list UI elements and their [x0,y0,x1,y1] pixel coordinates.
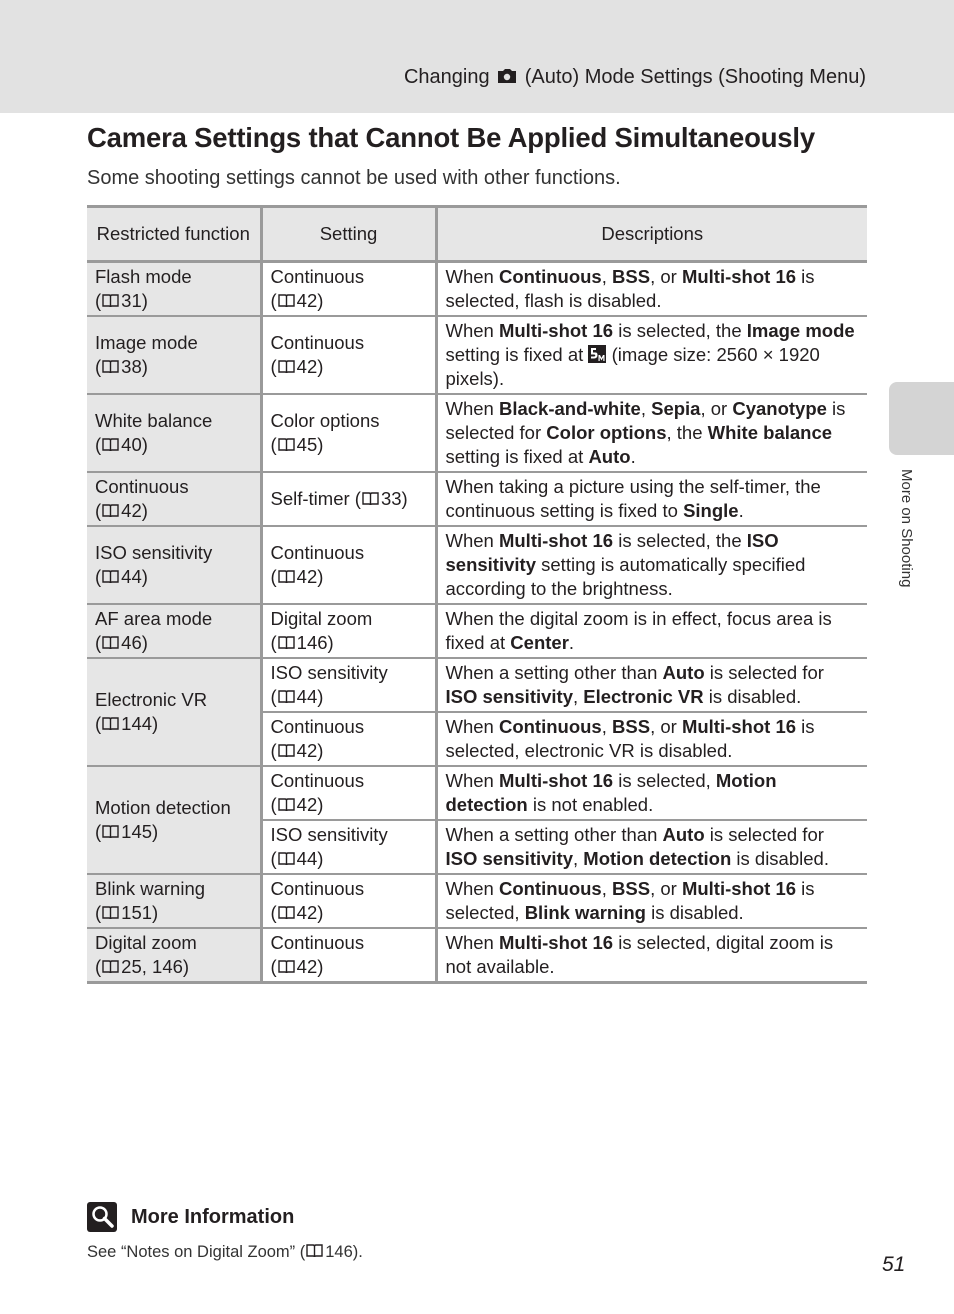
restricted-function-name: Electronic VR [95,689,208,710]
book-reference-icon [278,798,295,812]
book-reference-icon [102,636,119,650]
description-term: Auto [662,662,705,683]
book-reference-icon [102,906,119,920]
header-band [0,0,954,113]
description-cell [436,712,867,766]
setting-cell [261,928,436,983]
description-cell [436,262,867,317]
restricted-function-name: Motion detection [95,797,231,818]
setting-ref: ( 44) [270,686,324,707]
restricted-function-name: AF area mode [95,608,213,629]
description-term: Multi-shot 16 [498,932,614,953]
table-row [87,766,867,820]
description-text: is selected, digital zoom is not available. [445,932,834,977]
table-row [87,928,867,983]
description-term: Blink warning [524,902,646,923]
table-row [87,874,867,928]
setting-cell [261,874,436,928]
restricted-function-cell [87,766,261,874]
description-text: When [445,530,499,551]
setting-cell [261,766,436,820]
restricted-function-ref: ( 31) [95,290,148,311]
restricted-function-name: Blink warning [95,878,206,899]
description-text: When [445,878,499,899]
description-text: , the [666,422,708,443]
description-text: When [445,266,499,287]
setting-name: Color options [270,410,380,431]
setting-name: ISO sensitivity [270,824,388,845]
book-reference-icon [278,438,295,452]
restricted-function-cell [87,874,261,928]
setting-cell [261,604,436,658]
setting-ref: ( 45) [270,434,324,455]
description-text: . [738,500,744,521]
description-term: BSS [612,716,651,737]
description-text: is selected, the [613,530,747,551]
restricted-function-cell [87,316,261,394]
book-reference-icon [306,1244,323,1258]
restricted-function-name: ISO sensitivity [95,542,213,563]
page-subtitle: Some shooting settings cannot be used with other functions. [87,167,621,189]
restricted-function-name: Flash mode [95,266,192,287]
description-term: ISO sensitivity [445,530,779,575]
description-text: is selected, electronic VR is disabled. [445,716,815,761]
book-reference-icon [102,360,119,374]
restricted-function-ref: ( 38) [95,356,148,377]
description-text: is selected, flash is disabled. [445,266,815,311]
description-text: , [601,878,613,899]
description-term: ISO sensitivity [445,848,573,869]
more-info-heading: More Information [131,1205,295,1228]
book-reference-icon [278,360,295,374]
restricted-function-ref: ( 40) [95,434,148,455]
description-term: Motion detection [583,848,732,869]
description-term: Multi-shot 16 [681,266,797,287]
restricted-function-ref: ( 25, 146) [95,956,190,977]
description-term: Continuous [498,716,602,737]
book-reference-icon [102,570,119,584]
page-ref: 42) [121,500,148,521]
column-header-descriptions: Descriptions [436,207,867,262]
description-text: is not enabled. [527,794,654,815]
page-ref: 145) [121,821,159,842]
setting-name: Digital zoom [270,608,373,629]
table-row [87,658,867,712]
description-term: Multi-shot 16 [498,770,614,791]
description-text: . [568,632,575,653]
description-term: Multi-shot 16 [681,878,797,899]
description-term: Multi-shot 16 [681,716,797,737]
description-text: . [630,446,636,467]
description-text: setting is fixed at [445,344,589,365]
description-text: setting is automatically specified according to the brightness. [445,554,806,599]
setting-name: Continuous [270,542,365,563]
page-ref: 151) [121,902,159,923]
setting-cell [261,526,436,604]
page-ref: 40) [121,434,148,455]
description-cell [436,526,867,604]
setting-name: Continuous [270,770,365,791]
description-term: Single [683,500,739,521]
restricted-function-cell [87,394,261,472]
running-header [404,66,866,89]
page-ref: 33) [380,488,408,509]
description-term: Sepia [651,398,701,419]
restricted-function-cell [87,658,261,766]
description-text: When a setting other than [445,662,663,683]
description-term: Color options [546,422,667,443]
description-term: Image mode [746,320,855,341]
setting-cell [261,712,436,766]
description-text: , or [650,266,682,287]
description-text: When [445,716,499,737]
restricted-function-cell [87,604,261,658]
setting-name: Continuous [270,716,365,737]
description-text: When the digital zoom is in effect, focus area is fixed at [445,608,832,653]
page-ref: 42) [296,290,324,311]
column-header-setting: Setting [261,207,436,262]
table-row [87,394,867,472]
more-info-text-ref: 146). [325,1243,363,1261]
description-text: , [601,716,613,737]
description-text: , [601,266,613,287]
setting-ref: ( 42) [270,740,324,761]
description-text: is disabled. [645,902,744,923]
side-tab [889,382,954,455]
side-tab-label: More on Shooting [898,469,915,588]
description-text: When taking a picture using the self-timer, the continuous setting is fixed to [445,476,821,521]
description-cell [436,766,867,820]
setting-ref: ( 42) [270,356,324,377]
description-text: is selected, [613,770,716,791]
setting-name: Self-timer ( [270,488,361,509]
restricted-function-name: White balance [95,410,213,431]
book-reference-icon [362,492,379,506]
setting-ref: ( 42) [270,902,324,923]
page-ref: 146) [296,632,334,653]
more-info-heading-row [87,1202,294,1232]
book-reference-icon [278,690,295,704]
book-reference-icon [278,960,295,974]
restricted-function-cell [87,526,261,604]
book-reference-icon [278,570,295,584]
description-term: Continuous [498,266,602,287]
description-text: is selected for [445,398,846,443]
description-cell [436,472,867,526]
table-row [87,526,867,604]
description-text: When [445,398,499,419]
restricted-function-ref: ( 145) [95,821,159,842]
table-row [87,262,867,317]
restricted-function-cell [87,928,261,983]
setting-ref: ( 42) [270,290,324,311]
description-cell [436,604,867,658]
description-term: Cyanotype [732,398,827,419]
auto-mode-camera-icon [497,68,517,84]
restricted-function-cell [87,472,261,526]
description-term: White balance [707,422,833,443]
book-reference-icon [278,852,295,866]
table-row [87,604,867,658]
description-text: When [445,770,499,791]
setting-ref: ( 146) [270,632,334,653]
description-term: BSS [612,878,651,899]
description-cell [436,874,867,928]
description-text: is disabled. [703,686,802,707]
description-text: is selected for [704,662,824,683]
setting-name: Continuous [270,932,365,953]
description-text: (image size: 2560 × 1920 pixels). [445,344,820,389]
setting-ref: ( 42) [270,566,324,587]
page-ref: 38) [121,356,148,377]
description-term: Multi-shot 16 [498,530,614,551]
description-term: Continuous [498,878,602,899]
page-number: 51 [882,1253,906,1276]
setting-cell [261,316,436,394]
page-ref: 45) [296,434,324,455]
page-ref: 44) [121,566,148,587]
setting-name: Continuous [270,878,365,899]
page-ref: 46) [121,632,148,653]
restricted-function-ref: ( 42) [95,500,148,521]
restricted-function-name: Digital zoom [95,932,197,953]
description-term: Auto [662,824,705,845]
description-term: BSS [612,266,651,287]
restricted-function-name: Image mode [95,332,198,353]
description-text: When [445,320,499,341]
description-term: Motion detection [445,770,777,815]
page-ref: 42) [296,794,324,815]
description-text: setting is fixed at [445,446,589,467]
book-reference-icon [102,504,119,518]
description-term: Auto [588,446,631,467]
description-term: Center [510,632,569,653]
description-text: , [573,686,584,707]
restrictions-table [87,205,867,984]
page-ref: 42) [296,356,324,377]
description-term: Multi-shot 16 [498,320,614,341]
page-ref: 42) [296,566,324,587]
description-cell [436,928,867,983]
book-reference-icon [278,294,295,308]
more-info-text-prefix: See “Notes on Digital Zoom” ( [87,1243,306,1261]
restricted-function-name: Continuous [95,476,189,497]
description-text: , [573,848,584,869]
description-term: Black-and-white [498,398,641,419]
description-text: When [445,932,499,953]
description-text: is selected for [704,824,824,845]
page-title: Camera Settings that Cannot Be Applied Simultaneously [87,122,815,153]
book-reference-icon [278,906,295,920]
book-reference-icon [102,717,119,731]
setting-ref: ( 42) [270,956,324,977]
description-cell [436,658,867,712]
description-cell [436,820,867,874]
table-header-row [87,207,867,262]
page-ref: 44) [296,686,324,707]
setting-ref: ( 44) [270,848,324,869]
setting-cell [261,262,436,317]
page-ref: 42) [296,902,324,923]
restricted-function-ref: ( 44) [95,566,148,587]
page-ref: 42) [296,740,324,761]
description-text: , or [700,398,733,419]
setting-ref: ( 42) [270,794,324,815]
page-ref: 31) [121,290,148,311]
page-ref: 144) [121,713,159,734]
book-reference-icon [102,825,119,839]
description-term: Electronic VR [583,686,704,707]
book-reference-icon [102,438,119,452]
description-cell [436,394,867,472]
description-text: When a setting other than [445,824,663,845]
page-ref: 44) [296,848,324,869]
book-reference-icon [278,744,295,758]
more-info-text [87,1243,363,1262]
note-magnifier-icon [87,1202,117,1232]
table-row [87,472,867,526]
image-size-5m-icon [588,345,606,363]
description-text: , or [650,878,682,899]
description-text: is disabled. [731,848,829,869]
page-ref: 42) [296,956,324,977]
book-reference-icon [278,636,295,650]
restricted-function-ref: ( 46) [95,632,148,653]
description-cell [436,316,867,394]
description-text: is selected, [445,878,815,923]
header-suffix: (Auto) Mode Settings (Shooting Menu) [519,66,866,88]
description-term: ISO sensitivity [445,686,573,707]
description-text: , or [650,716,682,737]
book-reference-icon [102,294,119,308]
restricted-function-ref: ( 144) [95,713,159,734]
restricted-function-cell [87,262,261,317]
description-text: is selected, the [613,320,747,341]
table-row [87,316,867,394]
setting-cell [261,394,436,472]
setting-cell [261,820,436,874]
setting-name: Continuous [270,266,365,287]
setting-name: ISO sensitivity [270,662,388,683]
header-prefix: Changing [403,66,496,88]
column-header-restricted-function: Restricted function [87,207,261,262]
setting-cell [261,472,436,526]
restricted-function-ref: ( 151) [95,902,159,923]
setting-name: Continuous [270,332,365,353]
description-text: , [640,398,652,419]
setting-cell [261,658,436,712]
page-ref: 25, 146) [121,956,190,977]
book-reference-icon [102,960,119,974]
